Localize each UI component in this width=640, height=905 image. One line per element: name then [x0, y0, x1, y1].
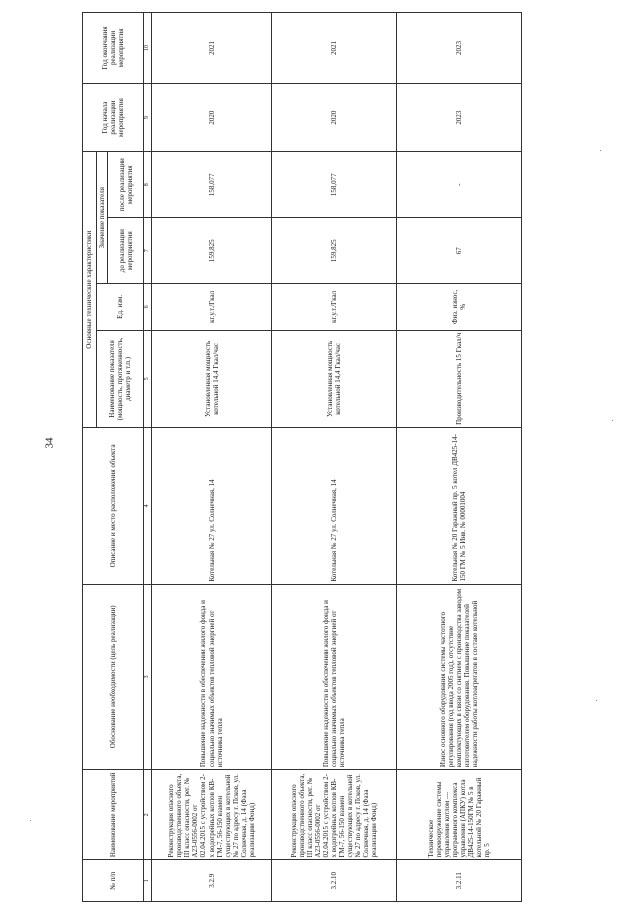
row-end: 2021 — [152, 13, 272, 84]
measures-table — [82, 12, 522, 902]
header-after: после реализации мероприятия — [108, 152, 144, 218]
row-before: 67 — [397, 218, 522, 284]
header-indicator: Наименование показателя (мощность, протяженность, диаметр и т.п.) — [97, 330, 144, 428]
scan-speck — [612, 420, 613, 421]
header-num: № п/п — [83, 860, 144, 902]
header-reason: Обоснование необходимости (цель реализации) — [83, 584, 144, 770]
row-end: 2023 — [397, 13, 522, 84]
row-name: Техническое перевооружение системы управления котлом — программного комплекса управления (АПКУ) котла ДВ425-14-150ГМ № 5 в котельной № 20 Гаражный пр. 5 — [397, 770, 522, 860]
header-before: до реализации мероприятия — [108, 218, 144, 284]
table-row — [397, 13, 522, 902]
scan-speck — [30, 820, 31, 821]
index-cell: 3 — [144, 584, 152, 770]
index-cell: 1 — [144, 860, 152, 902]
index-cell: 2 — [144, 770, 152, 860]
table-row — [152, 13, 272, 902]
table-row — [272, 13, 397, 902]
row-after: - — [397, 152, 522, 218]
row-unit: кг.у.т./Гкал — [152, 284, 272, 330]
scan-speck — [600, 150, 601, 151]
measures-table-wrapper — [82, 12, 517, 902]
row-name: Реконструкция опасного производственного объекта, III класс опасности, рег. № А23-0556-0002 от 02.04.2015 с устройством 2-х водогрейных котлов КВ-ГМ-7, 56-150 взамен существующих в котельной № 27 по адресу г. Псков, ул. Солнечная, д. 14 (Фаза реализации Фонд) — [152, 770, 272, 860]
header-name: Наименование мероприятий — [83, 770, 144, 860]
row-name: Реконструкция опасного производственного объекта, III класс опасности, рег. № А23-0556-0002 от 02.04.2015 с устройством 2-х водогрейных котлов КВ-ГМ-7, 56-150 взамен существующих в котельной № 27 по адресу г. Псков, ул. Солнечная, д. 14 (Фаза реализации Фонд) — [272, 770, 397, 860]
row-location: Котельная № 27 ул. Солнечная, 14 — [152, 428, 272, 584]
header-tech-group: Основные технические характеристики — [83, 152, 97, 428]
row-after: 158,077 — [152, 152, 272, 218]
row-after: 158,077 — [272, 152, 397, 218]
row-location: Котельная № 27 ул. Солнечная, 14 — [272, 428, 397, 584]
index-cell: 5 — [144, 330, 152, 428]
header-start-year: Год начала реализации мероприятия — [83, 83, 144, 151]
header-location: Описание и место расположения объекта — [83, 428, 144, 584]
index-cell: 6 — [144, 284, 152, 330]
row-unit: Физ. износ, % — [397, 284, 522, 330]
row-start: 2023 — [397, 83, 522, 151]
index-row — [144, 13, 152, 902]
row-indicator: Установленная мощность котельной 14,4 Гкал/час — [272, 330, 397, 428]
scan-speck — [596, 700, 597, 701]
header-values-group: Значение показателя — [97, 152, 108, 284]
index-cell: 9 — [144, 83, 152, 151]
index-cell: 8 — [144, 152, 152, 218]
index-cell: 4 — [144, 428, 152, 584]
index-cell: 7 — [144, 218, 152, 284]
header-end-year: Год окончания реализации мероприятия — [83, 13, 144, 84]
row-end: 2021 — [272, 13, 397, 84]
row-before: 159,825 — [152, 218, 272, 284]
row-indicator: Установленная мощность котельной 14,4 Гкал/час — [152, 330, 272, 428]
row-start: 2020 — [272, 83, 397, 151]
row-reason: Повышение надежности в обеспечении жилого фонда и социально значимых объектов тепловой энергией от источника тепла — [152, 584, 272, 770]
row-reason: Повышение надежности в обеспечении жилого фонда и социально значимых объектов тепловой энергией от источника тепла — [272, 584, 397, 770]
table-rotated-container — [82, 12, 517, 902]
row-unit: кг.у.т./Гкал — [272, 284, 397, 330]
row-num: 3.2.10 — [272, 860, 397, 902]
row-num: 3.2.11 — [397, 860, 522, 902]
row-start: 2020 — [152, 83, 272, 151]
row-num: 3.2.9 — [152, 860, 272, 902]
row-reason: Износ основного оборудования системы частотного регулирования (год ввода 2005 год), отсутствие комплектующих в связи со снятием с производства заводом изготовителем оборудования. Повышение показателей надежности работы котлоагрегатов в составе котельной — [397, 584, 522, 770]
page-number: 34 — [43, 437, 56, 449]
row-indicator: Производительность 15 Гкал/ч — [397, 330, 522, 428]
row-before: 159,825 — [272, 218, 397, 284]
header-unit: Ед. изм. — [97, 284, 144, 330]
row-location: Котельная № 20 Гаражный пр. 5 котел ДВ425-14-150 ГМ № 5 Инв. № 00001004 — [397, 428, 522, 584]
index-cell: 10 — [144, 13, 152, 84]
